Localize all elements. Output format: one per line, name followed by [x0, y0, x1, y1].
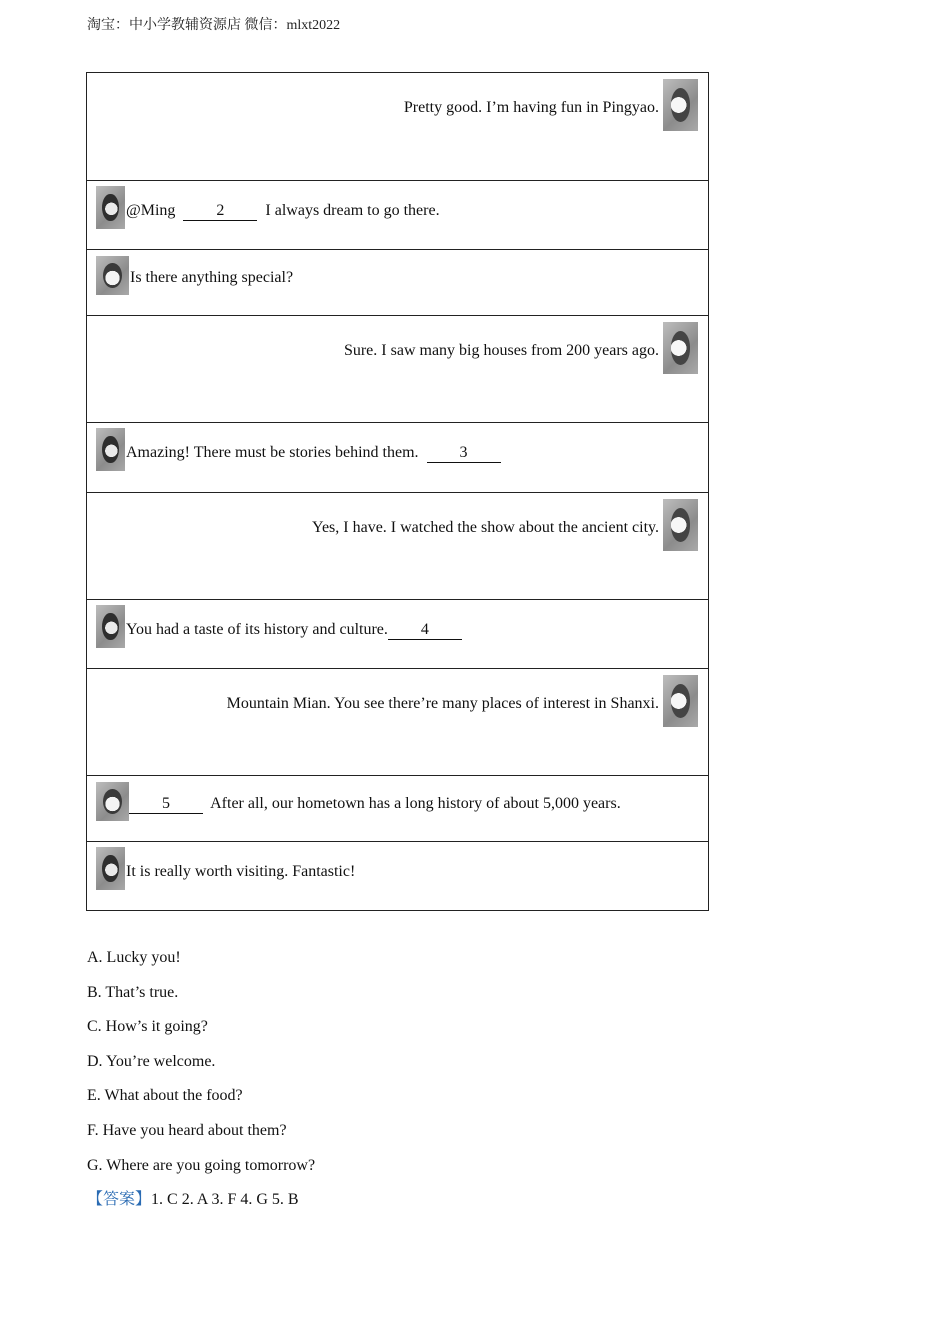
- dialogue-row: [87, 493, 709, 600]
- dialogue-row: [87, 600, 709, 669]
- girl-avatar: [96, 782, 129, 821]
- dialogue-text: After all, our hometown has a long history of about 5,000 years.: [207, 795, 621, 812]
- answer-tag: 【答案】: [87, 1191, 152, 1209]
- dialogue-text: It is really worth visiting. Fantastic!: [126, 863, 356, 880]
- option-f: F. Have you heard about them?: [87, 1121, 287, 1139]
- options-list: [87, 948, 315, 1225]
- dialogue-row: [87, 776, 709, 842]
- ming-avatar: [663, 322, 698, 374]
- dialogue-text: Is there anything special?: [130, 269, 294, 286]
- dialogue-row: [87, 842, 709, 911]
- ming-avatar: [663, 79, 698, 131]
- ming-avatar: [663, 675, 698, 727]
- dialogue-row: [87, 669, 709, 776]
- answer-blank-3: 3: [427, 444, 501, 463]
- dialogue-text: Mountain Mian. You see there’re many places of interest in Shanxi.: [226, 695, 659, 712]
- dialogue-text: Pretty good. I’m having fun in Pingyao.: [403, 99, 659, 116]
- boy-avatar: [96, 847, 125, 890]
- dialogue-text: @Ming: [126, 202, 180, 219]
- dialogue-text: Yes, I have. I watched the show about the ancient city.: [311, 519, 659, 536]
- dialogue-text: I always dream to go there.: [261, 202, 440, 219]
- dialogue-text: Sure. I saw many big houses from 200 years ago.: [343, 342, 659, 359]
- boy-avatar: [96, 605, 125, 648]
- dialogue-table: [86, 72, 709, 911]
- answer-blank-2: 2: [183, 202, 257, 221]
- dialogue-row: [87, 181, 709, 250]
- answer-key: [87, 1190, 315, 1225]
- answer-blank-4: 4: [388, 621, 462, 640]
- dialogue-text: You had a taste of its history and culture.: [126, 621, 388, 638]
- option-c: C. How’s it going?: [87, 1018, 208, 1036]
- watermark-header: 淘宝：中小学教辅资源店 微信：mlxt2022: [87, 18, 341, 33]
- answer-blank-5: 5: [129, 795, 203, 814]
- dialogue-row: [87, 316, 709, 423]
- option-g: G. Where are you going tomorrow?: [87, 1156, 316, 1174]
- dialogue-row: [87, 250, 709, 316]
- dialogue-row: [87, 423, 709, 493]
- dialogue-row: [87, 73, 709, 181]
- boy-avatar: [96, 428, 125, 471]
- option-b: B. That’s true.: [87, 983, 179, 1001]
- ming-avatar: [663, 499, 698, 551]
- option-a: A. Lucky you!: [87, 949, 181, 966]
- option-e: E. What about the food?: [87, 1087, 243, 1105]
- answer-text: 1. C 2. A 3. F 4. G 5. B: [151, 1191, 299, 1209]
- girl-avatar: [96, 256, 129, 295]
- dialogue-text: Amazing! There must be stories behind them.: [126, 444, 423, 461]
- boy-avatar: [96, 186, 125, 229]
- option-d: D. You’re welcome.: [87, 1052, 216, 1070]
